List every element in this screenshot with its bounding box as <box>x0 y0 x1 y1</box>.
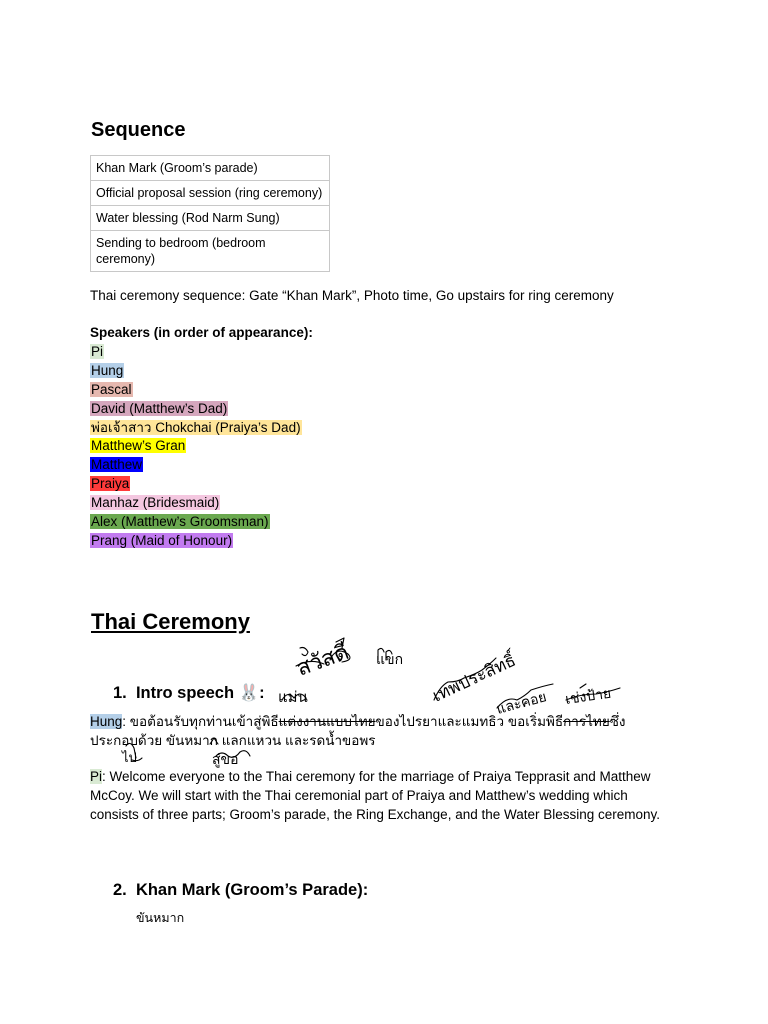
speaker-tag-pi: Pi <box>90 769 103 784</box>
handwriting-note: แม่น <box>278 689 308 706</box>
speaker-prang: Prang (Maid of Honour) <box>91 532 233 548</box>
hung-text-a: : ขอต้อนรับทุกท่านเข้าสู่พิธี <box>122 714 279 729</box>
speaker-pi: Pi <box>91 344 104 359</box>
speaker-hung: Hung <box>91 362 124 378</box>
hung-strike-2: การไทย <box>563 714 610 729</box>
thai-sequence-note: Thai ceremony sequence: Gate “Khan Mark”, Photo time, Go upstairs for ring ceremony <box>90 288 614 303</box>
section-subtitle: ขันหมาก <box>136 911 185 925</box>
speaker-tag-hung: Hung <box>90 714 123 729</box>
speaker-pascal: Pascal <box>91 381 132 397</box>
speaker-praiya: Praiya <box>91 476 130 492</box>
speaker-david: David (Matthew’s Dad) <box>91 400 228 416</box>
table-cell: Khan Mark (Groom’s parade) <box>91 156 330 181</box>
section-title: Khan Mark (Groom’s Parade): <box>135 881 369 899</box>
sequence-heading: Sequence <box>91 119 186 141</box>
speaker-chokchai: พ่อเจ้าสาว Chokchai (Praiya’s Dad) <box>91 419 301 435</box>
thai-ceremony-heading: Thai Ceremony <box>91 609 250 634</box>
handwriting-note: สวัสดี <box>293 638 352 681</box>
speaker-alex: Alex (Matthew’s Groomsman) <box>91 514 269 530</box>
section-number: 2. <box>113 881 127 899</box>
handwriting-note: แขก <box>376 651 404 667</box>
hung-text-b: ของไปรยาและแมทธิว ขอเริ่มพิธี <box>375 714 564 729</box>
speaker-manhaz: Manhaz (Bridesmaid) <box>91 495 220 511</box>
table-cell: Official proposal session (ring ceremony) <box>91 181 330 206</box>
handwriting-note: เช่งป้าย <box>564 684 613 707</box>
speaker-gran: Matthew’s Gran <box>91 438 186 454</box>
speaker-matthew: Matthew <box>91 457 143 473</box>
hung-line-2: ประกอบด้วย ขันหมาก แลกแหวน และรดน้ำขอพร <box>90 733 376 748</box>
table-cell: Water blessing (Rod Narm Sung) <box>91 206 330 231</box>
handwriting-note: เทพประสิทธิ์ <box>429 650 519 706</box>
handwriting-note: สู่ขอ <box>212 751 239 767</box>
hung-text-c: ซึ่ง <box>609 714 626 729</box>
section-number: 1. <box>113 684 127 702</box>
section-title: Intro speech 🐰: <box>135 684 265 702</box>
pi-text: : Welcome everyone to the Thai ceremony for the marriage of Praiya Tepprasit and Matthew McCoy. We will start with the Thai ceremonial part of Praiya and Matthew’s wedding which consists of three parts; Groom’s parade, the Ring Exchange, and the Water Blessing ceremony. <box>90 769 661 822</box>
handwriting-note: และคอย <box>494 688 549 717</box>
handwriting-note: ไป <box>122 750 137 765</box>
hung-strike-1: แต่งงานแบบไทย <box>278 714 376 729</box>
table-cell: Sending to bedroom (bedroom ceremony) <box>91 231 330 272</box>
speakers-heading: Speakers (in order of appearance): <box>90 325 313 340</box>
